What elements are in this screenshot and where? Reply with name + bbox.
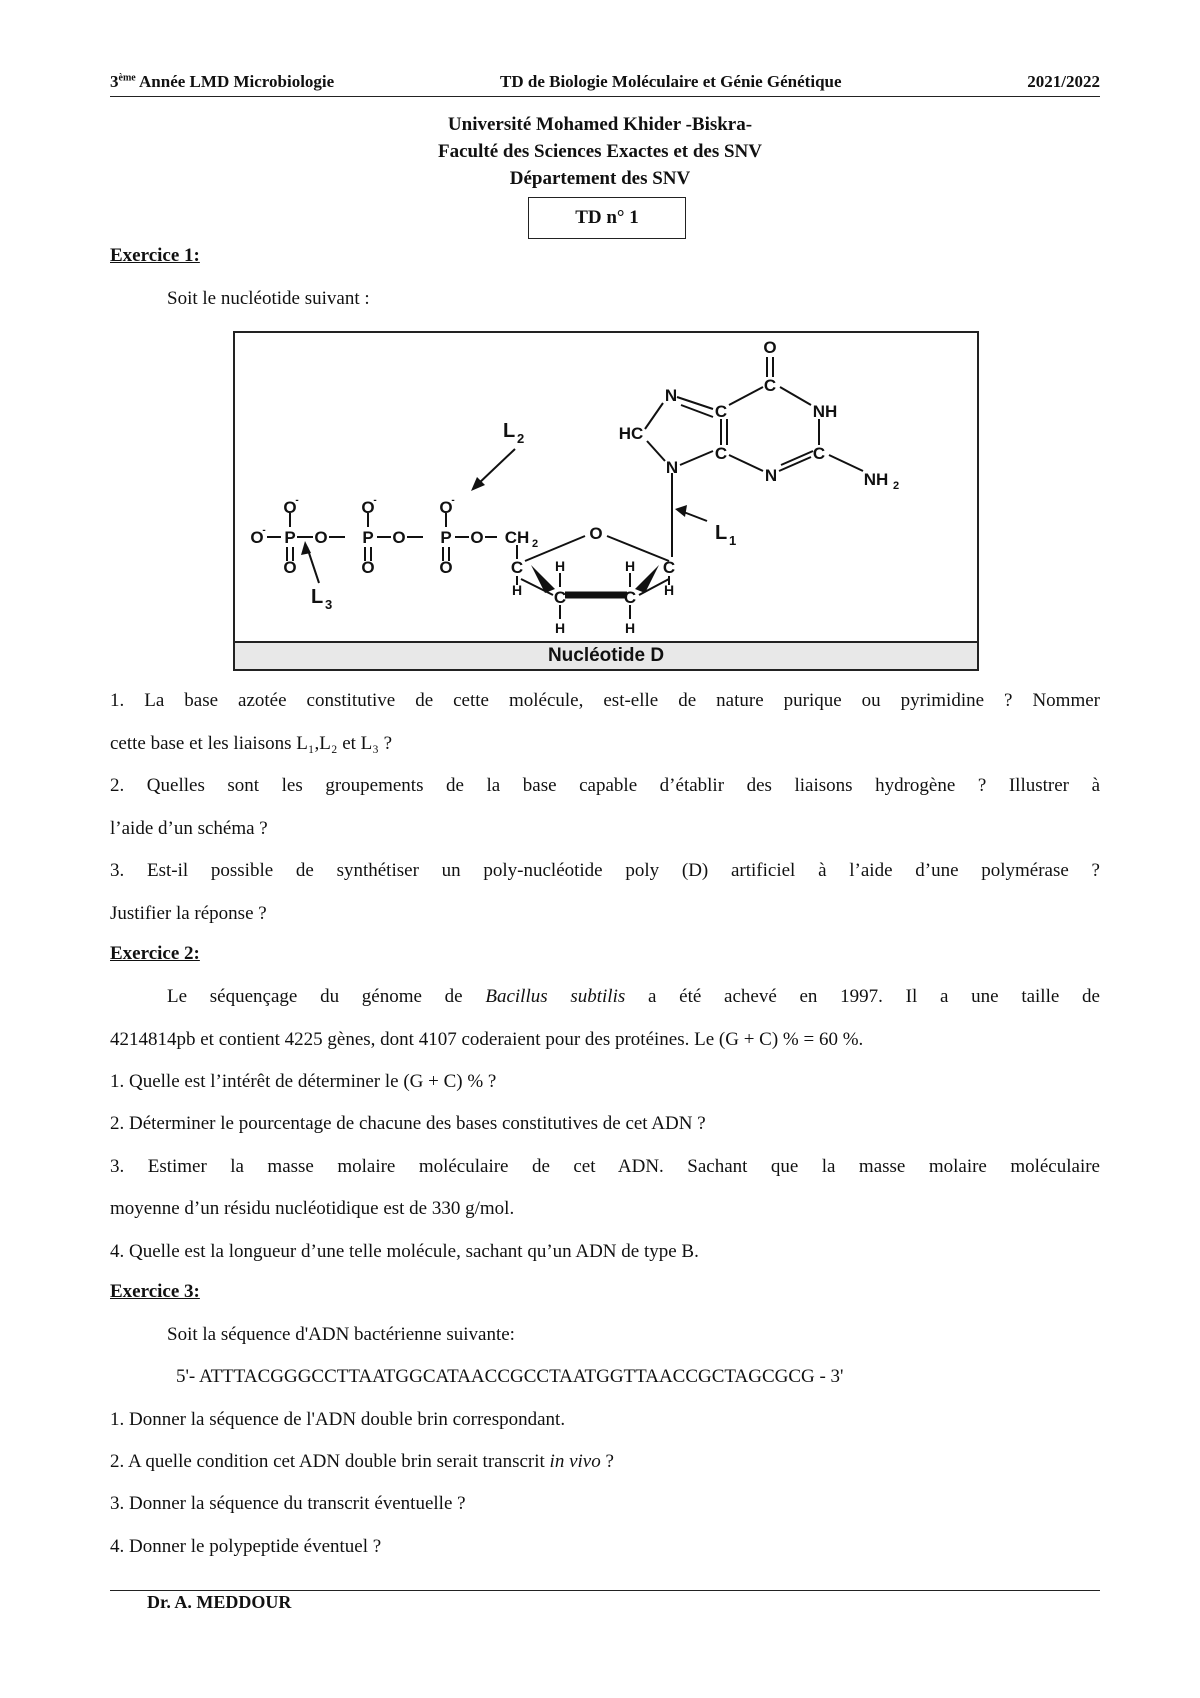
nucleotide-figure xyxy=(233,331,979,671)
svg-text:P: P xyxy=(284,528,296,547)
exercise-1-q3-line1: 3. Est-il possible de synthétiser un poly-nucléotide poly (D) artificiel à l’aide d’une polymérase ? xyxy=(110,860,1100,881)
header-year: 2021/2022 xyxy=(1027,72,1100,91)
svg-text:-: - xyxy=(295,495,299,506)
svg-text:O: O xyxy=(392,528,406,547)
nucleotide-structure-diagram xyxy=(235,333,977,639)
label-L2: L xyxy=(503,420,516,442)
svg-text:2: 2 xyxy=(531,538,539,550)
svg-text:CH: CH xyxy=(504,528,530,547)
svg-text:H: H xyxy=(624,558,636,574)
species-name: Bacillus subtilis xyxy=(485,986,626,1007)
header-subject: TD de Biologie Moléculaire et Génie Génétique xyxy=(500,72,842,91)
department-name: Département des SNV xyxy=(509,168,691,189)
svg-text:H: H xyxy=(554,558,566,574)
page-header xyxy=(110,72,1100,97)
exercise-3-q3: 3. Donner la séquence du transcrit éventuelle ? xyxy=(110,1493,466,1514)
svg-text:N: N xyxy=(665,458,679,477)
label-L1: L xyxy=(715,522,728,544)
exercise-3-q4: 4. Donner le polypeptide éventuel ? xyxy=(110,1536,382,1557)
exercise-1-q1-line2: cette base et les liaisons L₁,L₂ et L₃ ? xyxy=(110,733,393,754)
exercise-2-intro-line2: 4214814pb et contient 4225 gènes, dont 4107 coderaient pour des protéines. Le (G + C) % = 60 %. xyxy=(110,1029,864,1050)
exercise-2-q3-line2: moyenne d’un résidu nucléotidique est de 330 g/mol. xyxy=(110,1198,515,1219)
svg-text:O: O xyxy=(283,498,297,517)
label-L3-sub: 3 xyxy=(325,597,333,612)
footer-divider xyxy=(110,1590,1100,1591)
td-number-box: TD n° 1 xyxy=(528,197,686,239)
exercise-1-title: Exercice 1: xyxy=(110,245,200,266)
exercise-2-q3-line1: 3. Estimer la masse molaire moléculaire de cet ADN. Sachant que la masse molaire moléculaire xyxy=(110,1156,1100,1177)
header-course: 3ème Année LMD Microbiologie xyxy=(110,72,335,91)
exercise-2-q4: 4. Quelle est la longueur d’une telle molécule, sachant qu’un ADN de type B. xyxy=(110,1241,699,1262)
exercise-1-q2-line1: 2. Quelles sont les groupements de la base capable d’établir des liaisons hydrogène ? Illustrer à xyxy=(110,775,1100,796)
svg-text:P: P xyxy=(362,528,374,547)
svg-text:O: O xyxy=(589,524,603,543)
svg-text:O: O xyxy=(361,498,375,517)
svg-text:C: C xyxy=(623,588,637,607)
svg-text:-: - xyxy=(373,495,377,506)
svg-text:H: H xyxy=(511,582,523,598)
svg-text:H: H xyxy=(663,582,675,598)
exercise-1-intro: Soit le nucléotide suivant : xyxy=(167,288,370,309)
svg-text:O: O xyxy=(361,558,375,577)
exercise-2-q2: 2. Déterminer le pourcentage de chacune des bases constitutives de cet ADN ? xyxy=(110,1113,706,1134)
svg-text:NH: NH xyxy=(812,402,838,421)
svg-text:NH: NH xyxy=(863,470,889,489)
exercise-3-q2: 2. A quelle condition cet ADN double brin serait transcrit in vivo ? xyxy=(110,1451,614,1472)
svg-text:O: O xyxy=(763,338,777,357)
exercise-2-title: Exercice 2: xyxy=(110,943,200,964)
svg-text:2: 2 xyxy=(892,480,900,492)
svg-text:O: O xyxy=(250,528,264,547)
exercise-1-q1-line1: 1. La base azotée constitutive de cette molécule, est-elle de nature purique ou pyrimidine ? Nommer xyxy=(110,690,1100,711)
exercise-2-q1: 1. Quelle est l’intérêt de déterminer le (G + C) % ? xyxy=(110,1071,497,1092)
exercise-3-title: Exercice 3: xyxy=(110,1281,200,1302)
faculty-name: Faculté des Sciences Exactes et des SNV xyxy=(437,141,762,162)
svg-text:P: P xyxy=(440,528,452,547)
svg-text:O: O xyxy=(283,558,297,577)
svg-text:H: H xyxy=(554,620,566,636)
svg-text:C: C xyxy=(812,444,826,463)
svg-text:HC: HC xyxy=(618,424,644,443)
in-vivo-term: in vivo xyxy=(549,1451,601,1472)
svg-text:-: - xyxy=(451,495,455,506)
svg-text:H: H xyxy=(624,620,636,636)
svg-text:O: O xyxy=(470,528,484,547)
dna-sequence: 5'- ATTTACGGGCCTTAATGGCATAACCGCCTAATGGTTAACCGCTAGCGCG - 3' xyxy=(176,1366,844,1387)
svg-text:C: C xyxy=(714,444,728,463)
label-L1-sub: 1 xyxy=(729,533,737,548)
figure-caption: Nucléotide D xyxy=(235,641,977,669)
svg-text:-: - xyxy=(262,525,266,536)
svg-text:O: O xyxy=(439,498,453,517)
label-L3: L xyxy=(311,586,324,608)
exercise-3-q1: 1. Donner la séquence de l'ADN double brin correspondant. xyxy=(110,1409,566,1430)
svg-text:N: N xyxy=(664,386,678,405)
svg-text:C: C xyxy=(510,558,524,577)
svg-text:C: C xyxy=(714,402,728,421)
svg-text:C: C xyxy=(763,376,777,395)
university-name: Université Mohamed Khider -Biskra- xyxy=(447,114,753,135)
svg-text:C: C xyxy=(553,588,567,607)
svg-text:O: O xyxy=(439,558,453,577)
exercise-3-intro: Soit la séquence d'ADN bactérienne suivante: xyxy=(167,1324,515,1345)
exercise-1-q3-line2: Justifier la réponse ? xyxy=(110,903,267,924)
exercise-1-q2-line2: l’aide d’un schéma ? xyxy=(110,818,268,839)
svg-text:C: C xyxy=(662,558,676,577)
label-L2-sub: 2 xyxy=(517,431,525,446)
footer-author: Dr. A. MEDDOUR xyxy=(147,1592,292,1612)
exercise-2-intro-line1: Le séquençage du génome de Bacillus subtilis a été achevé en 1997. Il a une taille de xyxy=(167,986,1100,1007)
svg-text:N: N xyxy=(764,466,778,485)
svg-text:O: O xyxy=(314,528,328,547)
